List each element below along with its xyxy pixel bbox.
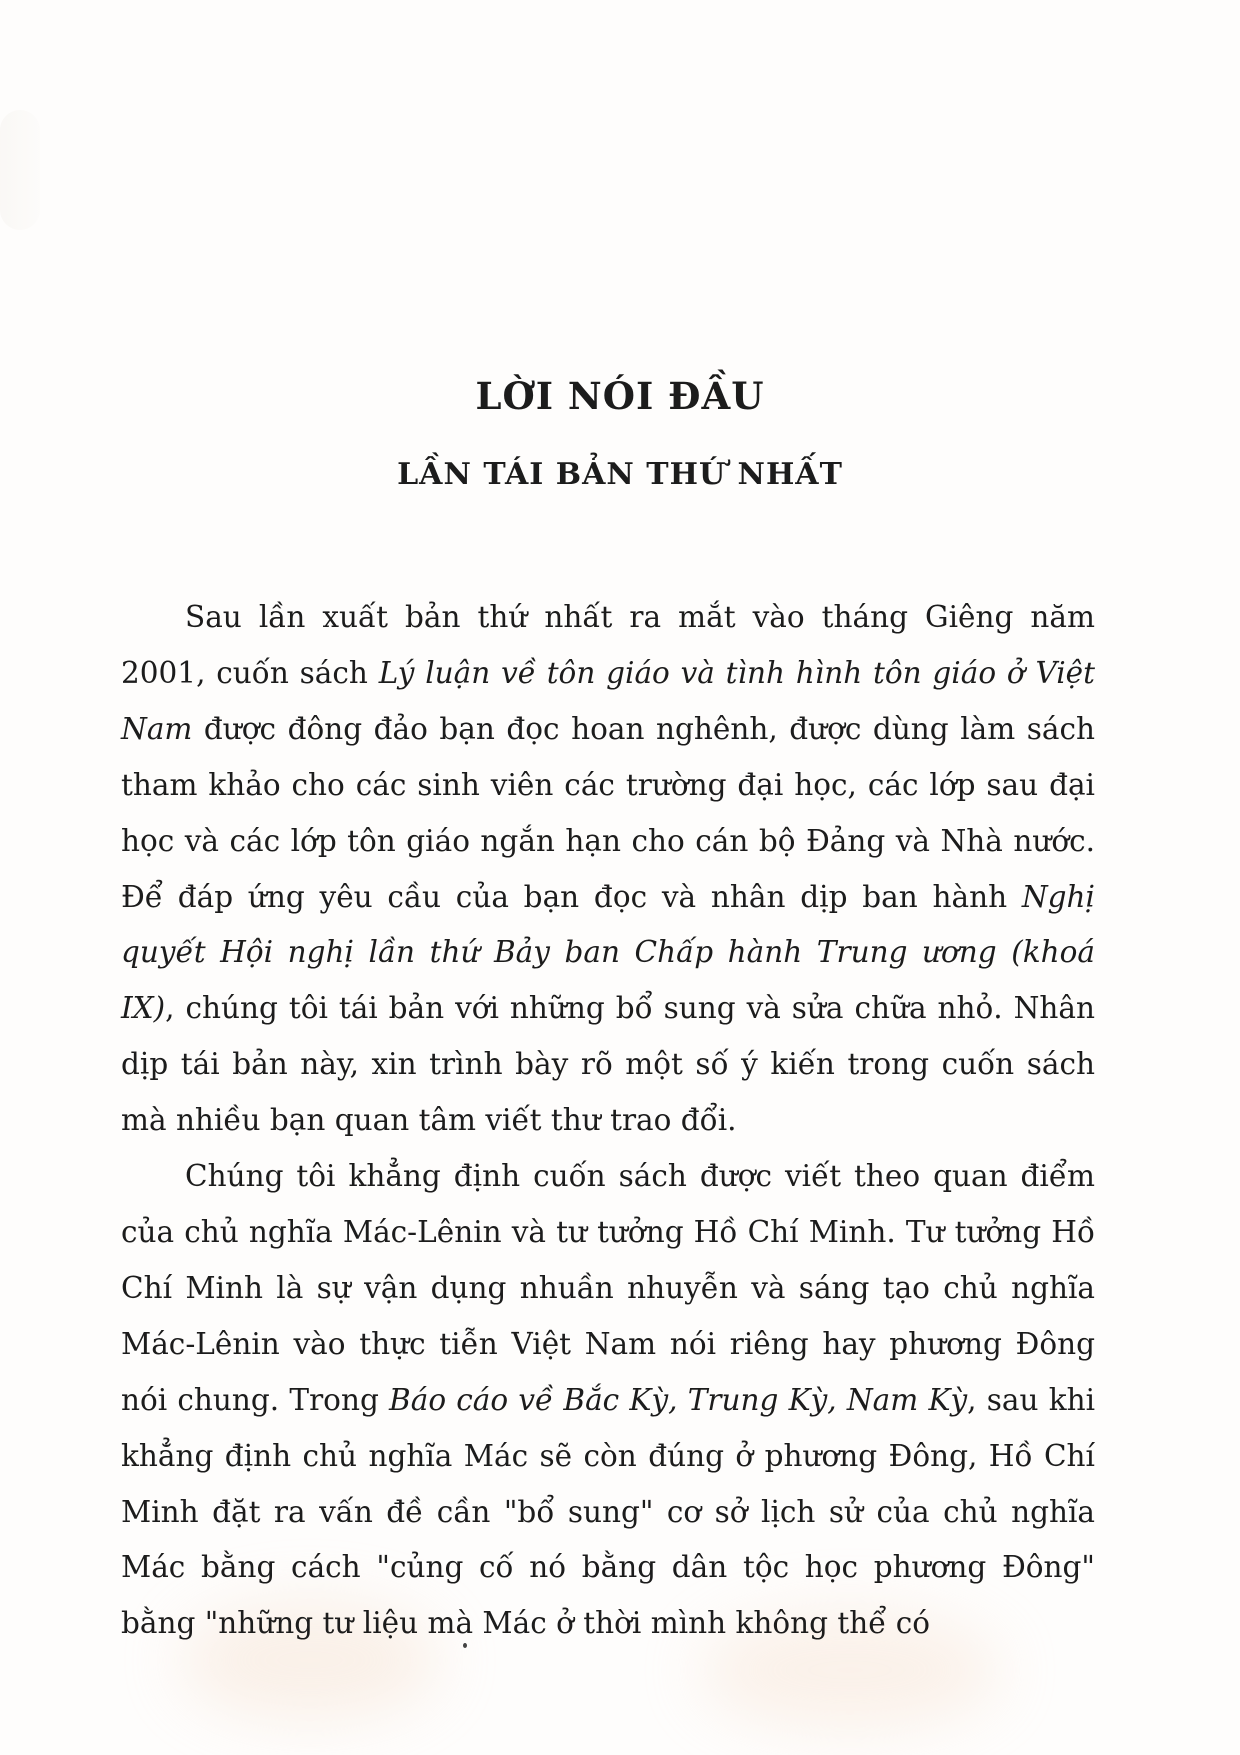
show-through-left xyxy=(0,110,40,230)
paragraph xyxy=(121,590,1095,1149)
text-run: Sau lần xuất bản thứ nhất ra mắt vào tháng Giêng năm 2001, cuốn sách xyxy=(121,600,1095,690)
text-run: Chúng tôi khẳng định cuốn sách được viết theo quan điểm của chủ nghĩa Mác-Lênin và tư tưởng Hồ Chí Minh. Tư tưởng Hồ Chí Minh là sự vận dụng nhuần nhuyễn và sáng tạo chủ nghĩa Mác-Lênin vào thực tiễn Việt Nam nói riêng hay phương Đông nói chung. Trong xyxy=(121,1159,1095,1417)
page-subtitle: LẦN TÁI BẢN THỨ NHẤT xyxy=(397,457,843,492)
italic-report-title: Báo cáo về Bắc Kỳ, Trung Kỳ, Nam Kỳ xyxy=(389,1382,968,1417)
text-run: được đông đảo bạn đọc hoan nghênh, được dùng làm sách tham khảo cho các sinh viên các trường đại học, các lớp sau đại học và các lớp tôn giáo ngắn hạn cho cán bộ Đảng và Nhà nước. Để đáp ứng yêu cầu của bạn đọc và nhân dịp ban hành xyxy=(121,711,1095,914)
paragraph xyxy=(121,1149,1095,1652)
italic-resolution-title: Nghị quyết Hội nghị lần thứ Bảy ban Chấp hành Trung ương (khoá IX) xyxy=(121,879,1095,1026)
text-run: , sau khi khẳng định chủ nghĩa Mác sẽ còn đúng ở phương Đông, Hồ Chí Minh đặt ra vấn đề cần "bổ sung" cơ sở lịch sử của chủ nghĩa Mác bằng cách "củng cố nó bằng dân tộc học phương Đông" bằng "những tư liệu mà Mác ở thời mình không thể có xyxy=(121,1382,1096,1641)
body-text xyxy=(121,590,1095,1652)
italic-book-title: Lý luận về tôn giáo và tình hình tôn giáo ở Việt Nam xyxy=(121,655,1095,746)
ink-dot xyxy=(463,1643,467,1648)
text-run: , chúng tôi tái bản với những bổ sung và sửa chữa nhỏ. Nhân dịp tái bản này, xin trình bày rõ một số ý kiến trong cuốn sách mà nhiều bạn quan tâm viết thư trao đổi. xyxy=(121,991,1095,1138)
page-title: LỜI NÓI ĐẦU xyxy=(475,374,765,418)
